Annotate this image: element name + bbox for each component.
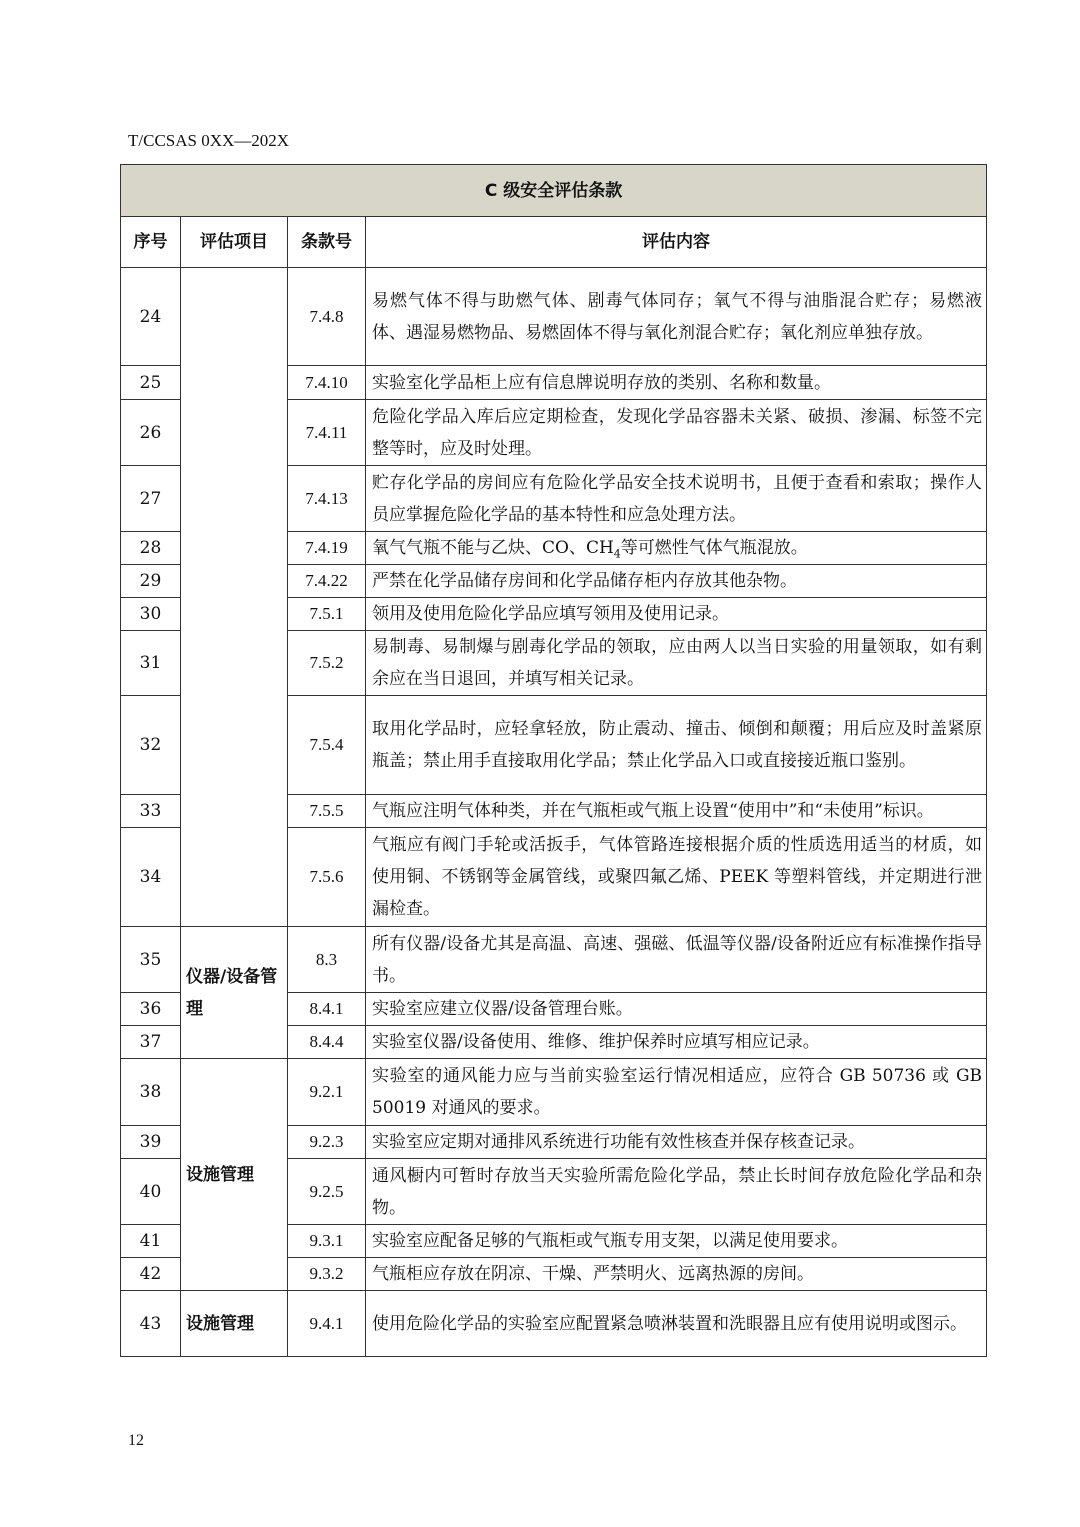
content-text: 贮存化学品的房间应有危险化学品安全技术说明书，且便于查看和索取；操作人员应掌握危险化学品的基本特性和应急处理方法。 (366, 466, 987, 532)
clause-number: 9.2.1 (288, 1059, 366, 1126)
clause-number: 9.3.2 (288, 1258, 366, 1291)
row-number: 31 (121, 631, 181, 696)
row-number: 37 (121, 1026, 181, 1059)
table-row (121, 927, 987, 993)
clause-number: 9.3.1 (288, 1225, 366, 1258)
content-text: 气瓶应有阀门手轮或活扳手，气体管路连接根据介质的性质选用适当的材质，如使用铜、不锈钢等金属管线，或聚四氟乙烯、PEEK 等塑料管线，并定期进行泄漏检查。 (366, 828, 987, 927)
item-facility-management: 设施管理 (181, 1059, 288, 1291)
content-text: 严禁在化学品储存房间和化学品储存柜内存放其他杂物。 (366, 565, 987, 598)
row-number: 42 (121, 1258, 181, 1291)
content-text: 易制毒、易制爆与剧毒化学品的领取，应由两人以当日实验的用量领取，如有剩余应在当日退回，并填写相关记录。 (366, 631, 987, 696)
clause-number: 7.5.4 (288, 696, 366, 795)
table-row (121, 268, 987, 366)
clause-number: 7.5.1 (288, 598, 366, 631)
item-facility-management: 设施管理 (181, 1291, 288, 1357)
column-header-no: 序号 (121, 217, 181, 268)
content-text: 气瓶应注明气体种类，并在气瓶柜或气瓶上设置“使用中”和“未使用”标识。 (366, 795, 987, 828)
clause-number: 9.4.1 (288, 1291, 366, 1357)
content-text: 领用及使用危险化学品应填写领用及使用记录。 (366, 598, 987, 631)
assessment-table (120, 164, 987, 1357)
clause-number: 9.2.5 (288, 1159, 366, 1225)
content-text: 通风橱内可暂时存放当天实验所需危险化学品，禁止长时间存放危险化学品和杂物。 (366, 1159, 987, 1225)
clause-number: 7.4.19 (288, 532, 366, 565)
column-header-clause: 条款号 (288, 217, 366, 268)
clause-number: 7.4.22 (288, 565, 366, 598)
row-number: 27 (121, 466, 181, 532)
clause-number: 9.2.3 (288, 1126, 366, 1159)
row-number: 43 (121, 1291, 181, 1357)
clause-number: 7.5.2 (288, 631, 366, 696)
content-text: 所有仪器/设备尤其是高温、高速、强磁、低温等仪器/设备附近应有标准操作指导书。 (366, 927, 987, 993)
column-header-content: 评估内容 (366, 217, 987, 268)
column-header-item: 评估项目 (181, 217, 288, 268)
table-row (121, 1059, 987, 1126)
table-title: C 级安全评估条款 (121, 165, 987, 217)
row-number: 34 (121, 828, 181, 927)
clause-number: 7.4.11 (288, 400, 366, 466)
clause-number: 7.5.6 (288, 828, 366, 927)
content-text: 取用化学品时，应轻拿轻放，防止震动、撞击、倾倒和颠覆；用后应及时盖紧原瓶盖；禁止用手直接取用化学品；禁止化学品入口或直接接近瓶口鉴别。 (366, 696, 987, 795)
content-text: 实验室的通风能力应与当前实验室运行情况相适应，应符合 GB 50736 或 GB 50019 对通风的要求。 (366, 1059, 987, 1126)
clause-number: 7.5.5 (288, 795, 366, 828)
content-text: 氧气气瓶不能与乙炔、CO、$CH_4$等可燃性气体气瓶混放。 (366, 532, 987, 565)
clause-number: 7.4.10 (288, 366, 366, 400)
clause-number: 7.4.8 (288, 268, 366, 366)
row-number: 29 (121, 565, 181, 598)
row-number: 26 (121, 400, 181, 466)
row-number: 39 (121, 1126, 181, 1159)
row-number: 25 (121, 366, 181, 400)
content-text: 使用危险化学品的实验室应配置紧急喷淋装置和洗眼器且应有使用说明或图示。 (366, 1291, 987, 1357)
clause-number: 8.3 (288, 927, 366, 993)
content-text: 实验室应建立仪器/设备管理台账。 (366, 993, 987, 1026)
table-header-row (121, 217, 987, 268)
row-number: 35 (121, 927, 181, 993)
content-text: 易燃气体不得与助燃气体、剧毒气体同存；氧气不得与油脂混合贮存；易燃液体、遇湿易燃物品、易燃固体不得与氧化剂混合贮存；氧化剂应单独存放。 (366, 268, 987, 366)
page-number: 12 (128, 1432, 144, 1449)
clause-number: 8.4.1 (288, 993, 366, 1026)
row-number: 40 (121, 1159, 181, 1225)
row-number: 38 (121, 1059, 181, 1126)
row-number: 36 (121, 993, 181, 1026)
row-number: 33 (121, 795, 181, 828)
item-cell-empty (181, 268, 288, 927)
row-number: 30 (121, 598, 181, 631)
content-text: 危险化学品入库后应定期检查，发现化学品容器未关紧、破损、渗漏、标签不完整等时，应及时处理。 (366, 400, 987, 466)
row-number: 32 (121, 696, 181, 795)
document-code: T/CCSAS 0XX—202X (128, 131, 290, 150)
row-number: 24 (121, 268, 181, 366)
content-text: 实验室应配备足够的气瓶柜或气瓶专用支架，以满足使用要求。 (366, 1225, 987, 1258)
content-text: 实验室仪器/设备使用、维修、维护保养时应填写相应记录。 (366, 1026, 987, 1059)
content-text: 实验室应定期对通排风系统进行功能有效性核查并保存核查记录。 (366, 1126, 987, 1159)
row-number: 28 (121, 532, 181, 565)
content-text: 实验室化学品柜上应有信息牌说明存放的类别、名称和数量。 (366, 366, 987, 400)
table-row (121, 1291, 987, 1357)
table-title-row (121, 165, 987, 217)
clause-number: 7.4.13 (288, 466, 366, 532)
content-text: 气瓶柜应存放在阴凉、干燥、严禁明火、远离热源的房间。 (366, 1258, 987, 1291)
item-equipment-management: 仪器/设备管理 (181, 927, 288, 1059)
row-number: 41 (121, 1225, 181, 1258)
clause-number: 8.4.4 (288, 1026, 366, 1059)
